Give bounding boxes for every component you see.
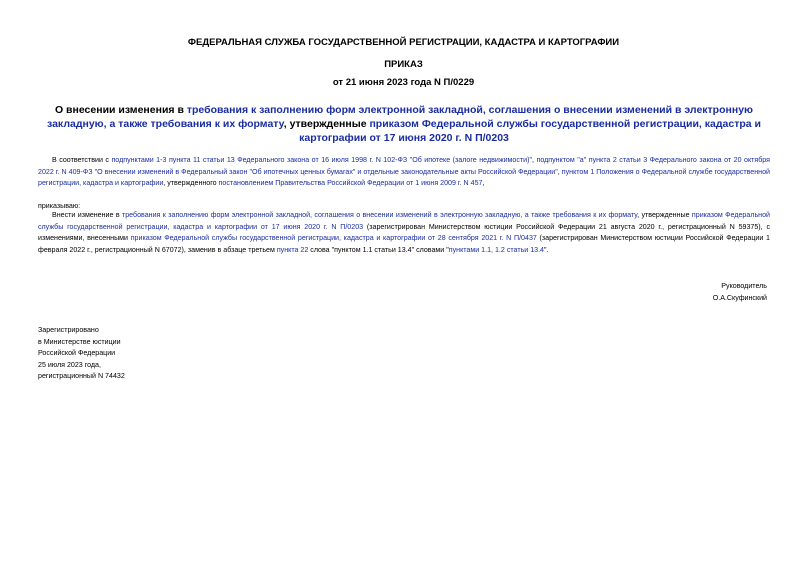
- document-date-number: от 21 июня 2023 года N П/0229: [332, 77, 475, 88]
- preamble-text-2: ,: [532, 156, 537, 164]
- preamble-text-3: ,: [557, 167, 562, 176]
- link-order-p0437[interactable]: приказом Федеральной службы государственной регистрации, кадастра и картографии от 28 сентября 2021 г. N П/0437: [130, 234, 537, 243]
- registration-line: Российской Федерации: [38, 349, 116, 358]
- registration-line: 25 июля 2023 года,: [38, 360, 101, 369]
- order-text-6: ".: [544, 245, 549, 254]
- signer-name: О.А.Скуфинский: [712, 293, 767, 302]
- document-type: ПРИКАЗ: [384, 59, 423, 70]
- title-link-requirements[interactable]: требования к заполнению форм электронной закладной, соглашения о внесении изменений в электронную закладную, а также требования к их формату: [47, 104, 754, 130]
- signer-role: Руководитель: [721, 282, 767, 290]
- order-text-2: , утвержденные: [637, 211, 692, 219]
- registration-line: Зарегистрировано: [38, 326, 99, 334]
- order-text-5: слова "пунктом 1.1 статьи 13.4" словами ": [308, 245, 449, 254]
- link-409fz[interactable]: подпунктом "а" пункта 2 статьи 3 Федерального закона от 20 октября 2022 г. N 409-ФЗ "О внесении изменений в Федеральный закон "Об ипотечных ценных бумагах" и отдельные законодательные акты Российской Федерации": [38, 156, 771, 176]
- title-text-1: О внесении изменения в: [54, 104, 187, 116]
- order-text-3: (зарегистрирован Министерством юстиции Российской Федерации 21 августа 2020 г., регистрационный N 59375), с изменениями, внесенными: [38, 222, 770, 243]
- preamble-paragraph: [38, 155, 770, 190]
- link-mortgage-law[interactable]: подпунктами 1-3 пункта 11 статьи 13 Федерального закона от 16 июля 1998 г. N 102-ФЗ "Об ипотеке (залоге недвижимости)": [111, 156, 532, 164]
- agency-heading: ФЕДЕРАЛЬНАЯ СЛУЖБА ГОСУДАРСТВЕННОЙ РЕГИСТРАЦИИ, КАДАСТРА И КАРТОГРАФИИ: [187, 37, 620, 48]
- order-paragraph: [38, 210, 770, 256]
- registration-line: в Министерстве юстиции: [38, 337, 121, 346]
- order-text-1: Внести изменение в: [52, 211, 122, 219]
- order-text-4: (зарегистрирован Министерством юстиции Российской Федерации 1 февраля 2022 г., регистрационный N 67072), заменив в абзаце третьем: [38, 234, 770, 254]
- order-word: приказываю:: [38, 202, 81, 210]
- registration-block: [38, 325, 125, 383]
- link-points-1-1-1-2[interactable]: пунктами 1.1, 1.2 статьи 13.4: [448, 245, 545, 254]
- preamble-text-5: ,: [482, 179, 485, 188]
- title-link-order[interactable]: приказом Федеральной службы государственной регистрации, кадастра и картографии от 17 июня 2020 г. N П/0203: [299, 118, 761, 144]
- registration-line: регистрационный N 74432: [38, 372, 125, 381]
- document-title: [38, 103, 770, 145]
- preamble-text-1: В соответствии с: [52, 156, 112, 164]
- link-regulation[interactable]: пунктом 1 Положения о Федеральной службе государственной регистрации, кадастра и картографии: [38, 167, 770, 188]
- link-requirements[interactable]: требования к заполнению форм электронной закладной, соглашения о внесении изменений в электронную закладную, а также требования к их формату: [121, 211, 638, 219]
- title-text-2: , утвержденные: [283, 118, 370, 130]
- link-order-p0203[interactable]: приказом Федеральной службы государственной регистрации, кадастра и картографии от 17 июня 2020 г. N П/0203: [38, 211, 770, 231]
- signature-block: [713, 281, 767, 304]
- link-point-22[interactable]: пункта 22: [276, 245, 309, 254]
- preamble-text-4: , утвержденного: [163, 179, 219, 188]
- link-government-decree[interactable]: постановлением Правительства Российской Федерации от 1 июня 2009 г. N 457: [218, 179, 483, 188]
